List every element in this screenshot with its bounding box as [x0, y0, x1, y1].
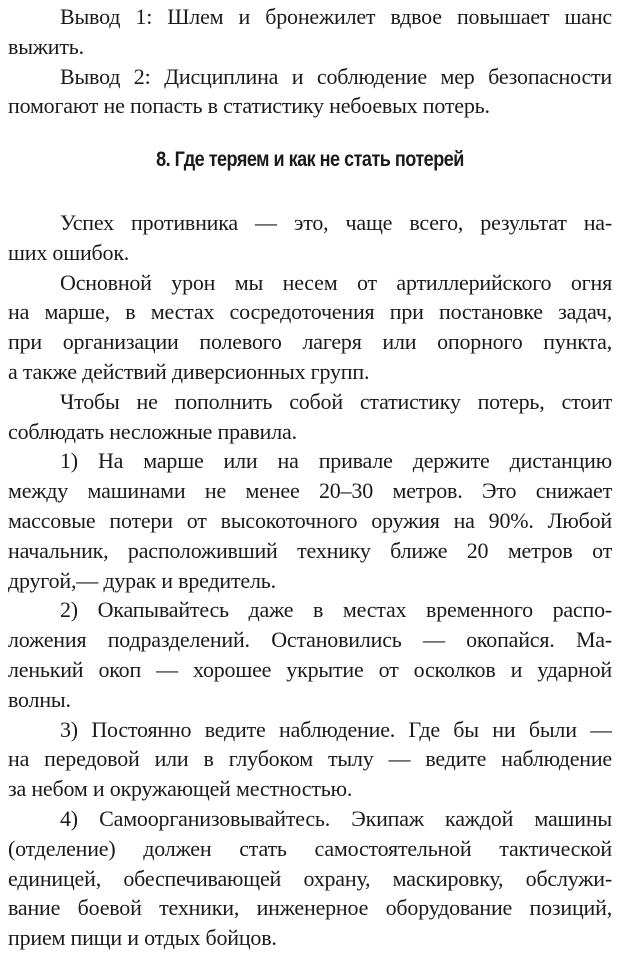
- text-line: Вывод 2: Дисциплина и соблюдение мер безопасности: [60, 63, 612, 89]
- text-line: за небом и окружающей местностью.: [8, 776, 353, 802]
- conclusion-1-paragraph: [8, 2, 612, 62]
- text-line: Основной урон мы несем от артиллерийского огня: [60, 269, 612, 295]
- text-line: начальник, расположивший технику ближе 20 метров от: [8, 537, 612, 563]
- text-line: а также действий диверсионных групп.: [8, 358, 370, 384]
- text-line: прием пищи и отдых бойцов.: [8, 925, 277, 951]
- text-line: соблюдать несложные правила.: [8, 418, 297, 444]
- text-line: вание боевой техники, инженерное оборудование позиций,: [8, 895, 612, 921]
- rule-3-paragraph: [8, 715, 612, 804]
- text-line: ших ошибок.: [8, 239, 130, 265]
- section-body: [8, 208, 612, 953]
- book-page: [8, 0, 612, 954]
- text-line: массовые потери от высокоточного оружия на 90%. Любой: [8, 507, 612, 533]
- text-line: выжить.: [8, 33, 84, 59]
- text-line: 1) На марше или на привале держите дистанцию: [60, 448, 612, 474]
- text-line: ложения подразделений. Остановились — окопайся. Ма-: [8, 627, 612, 653]
- intro-block: [8, 2, 612, 121]
- text-line: 4) Самоорганизовывайтесь. Экипаж каждой машины: [60, 805, 612, 831]
- rule-1-paragraph: [8, 446, 612, 595]
- conclusion-2-paragraph: [8, 62, 612, 122]
- text-line: помогают не попасть в статистику небоевых потерь.: [8, 93, 490, 119]
- rule-2-paragraph: [8, 595, 612, 714]
- paragraph-2: [8, 268, 612, 387]
- text-line: единицей, обеспечивающей охрану, маскировку, обслужи-: [8, 865, 612, 891]
- text-line: между машинами не менее 20–30 метров. Это снижает: [8, 478, 612, 504]
- text-line: (отделение) должен стать самостоятельной тактической: [8, 835, 612, 861]
- paragraph-3: [8, 387, 612, 447]
- section-heading: 8. Где теряем и как не стать потерей: [156, 148, 464, 171]
- rule-4-paragraph: [8, 804, 612, 953]
- text-line: при организации полевого лагеря или опорного пункта,: [8, 329, 612, 355]
- text-line: 2) Окапывайтесь даже в местах временного распо-: [60, 597, 612, 623]
- text-line: другой,— дурак и вредитель.: [8, 567, 276, 593]
- text-line: ленький окоп — хорошее укрытие от осколков и ударной: [8, 656, 612, 682]
- text-line: Чтобы не пополнить собой статистику потерь, стоит: [60, 388, 612, 414]
- text-line: волны.: [8, 686, 71, 712]
- paragraph-1: [8, 208, 612, 268]
- text-line: на передовой или в глубоком тылу — ведите наблюдение: [8, 746, 612, 772]
- text-line: Вывод 1: Шлем и бронежилет вдвое повышает шанс: [60, 4, 612, 29]
- text-line: 3) Постоянно ведите наблюдение. Где бы ни были —: [60, 716, 612, 742]
- text-line: Успех противника — это, чаще всего, результат на-: [60, 210, 612, 235]
- text-line: на марше, в местах сосредоточения при постановке задач,: [8, 299, 612, 325]
